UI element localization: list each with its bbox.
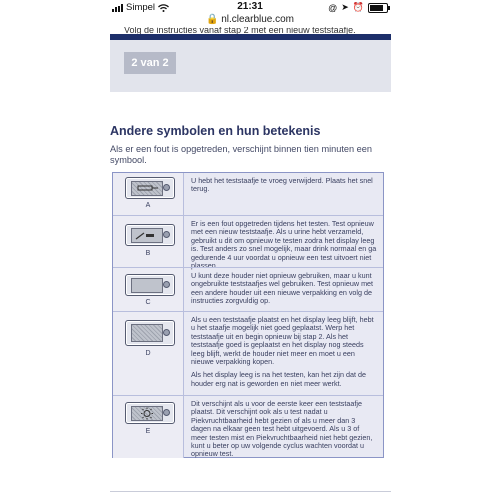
divider <box>110 491 391 492</box>
carrier-label: Simpel <box>126 2 156 13</box>
previous-instruction-text: Volg de instructies vanaf stap 2 met een nieuw teststaafje. <box>124 27 356 34</box>
description-paragraph: Er is een fout opgetreden tijdens het testen. Test opnieuw met een nieuw teststaafje. Als u urine hebt verzameld, gebruikt u dit om opnieuw te testen zodra het display leeg is. Test anders zo snel mogelijk, maar drink normaal en ga gedurende 4 uur voordat u opnieuw een test uitvoert niet plassen. <box>191 219 377 271</box>
battery-icon <box>368 3 388 13</box>
symbol-cell <box>113 396 184 458</box>
status-bar <box>0 0 500 14</box>
url-text: nl.clearblue.com <box>221 14 295 25</box>
symbol-description <box>191 177 377 199</box>
symbol-cell <box>113 312 184 396</box>
at-icon: @ <box>328 2 338 13</box>
symbol-letter: A <box>145 202 151 209</box>
description-paragraph: Dit verschijnt als u voor de eerste keer een teststaafje plaatst. Dit verschijnt ook als u test nadat u Piekvruchtbaarheid hebt gezien of als u meer dan 3 dagen na elkaar geen test hebt uitgevoerd. Als u 3 of meer testen mist en Piekvruchtbaarheid niet hebt gezien, kunt u beter op uw volgende cyclus wachten voordat u opnieuw test. <box>191 399 373 459</box>
symbol-cell <box>113 268 184 312</box>
holder-display-icon <box>125 274 175 296</box>
symbol-description <box>191 400 377 464</box>
symbol-cell <box>113 173 184 215</box>
description-paragraph: Als u een teststaafje plaatst en het display leeg blijft, hebt u het staafje mogelijk niet goed geplaatst. Werp het teststaafje uit en begin opnieuw bij stap 2. Als het teststaafje goed is geplaatst en het display nog steeds leeg blijft, werkt de houder niet meer en moet u een nieuwe verpakking kopen. <box>191 315 374 367</box>
banner-stripe <box>110 34 391 40</box>
table-row <box>113 173 383 215</box>
page-content <box>110 26 391 500</box>
step-badge: 2 van 2 <box>124 52 176 74</box>
address-bar[interactable] <box>0 14 500 25</box>
holder-display-icon <box>125 320 175 346</box>
lock-icon: 🔒 <box>205 14 219 25</box>
table-row <box>113 395 383 458</box>
step-banner <box>110 34 391 92</box>
intro-text: Als er een fout is opgetreden, verschijnt binnen tien minuten een symbool. <box>110 144 373 165</box>
description-paragraph: Als het display leeg is na het testen, kan het zijn dat de houder erg nat is geworden en niet meer werkt. <box>191 370 367 388</box>
table-row <box>113 215 383 271</box>
symbol-description <box>191 272 377 311</box>
status-icons <box>328 2 388 13</box>
alarm-icon: ⏰ <box>352 2 364 12</box>
symbols-table <box>112 172 384 458</box>
holder-display-icon <box>125 224 175 246</box>
location-icon: ➤ <box>341 2 349 12</box>
symbol-cell <box>113 216 184 268</box>
symbol-description <box>191 316 377 393</box>
table-row <box>113 311 383 396</box>
symbol-letter: D <box>145 350 151 357</box>
table-row <box>113 267 383 312</box>
symbol-letter: E <box>145 428 151 435</box>
description-paragraph: U hebt het teststaafje te vroeg verwijderd. Plaats het snel terug. <box>191 176 373 194</box>
section-title: Andere symbolen en hun betekenis <box>110 124 321 138</box>
symbol-letter: B <box>145 250 151 257</box>
description-paragraph: U kunt deze houder niet opnieuw gebruiken, maar u kunt ongebruikte teststaafjes wel gebruiken. Test opnieuw met een andere houder uit een nieuwe verpakking en volg de instructies zorgvuldig op. <box>191 271 374 306</box>
symbol-letter: C <box>145 299 151 306</box>
holder-display-icon <box>125 177 175 199</box>
clock: 21:31 <box>237 1 263 12</box>
holder-display-icon <box>125 402 175 424</box>
